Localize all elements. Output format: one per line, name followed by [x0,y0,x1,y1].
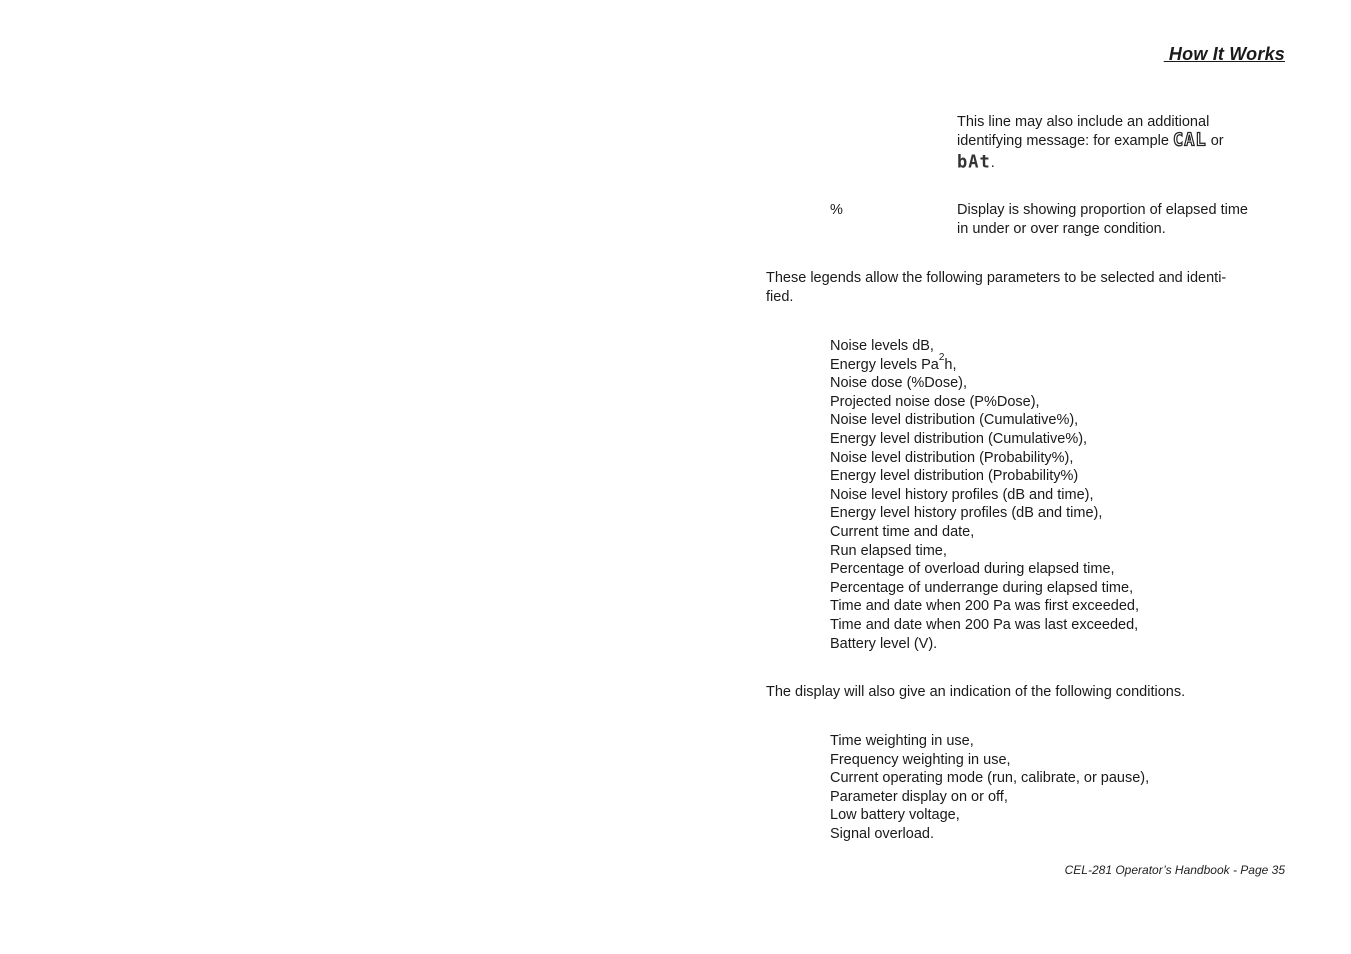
list-item: Percentage of overload during elapsed time, [830,561,1115,578]
conditions-intro: The display will also give an indication of the following conditions. [766,684,1186,700]
list-item: Time weighting in use, [830,733,974,749]
list-item: Noise level distribution (Probability%), [830,449,1074,466]
percent-symbol: % [830,202,843,218]
lcd-cal-glyph: CAL [1173,129,1207,151]
list-item: Parameter display on or off, [830,788,1008,805]
energy-levels-label: Energy levels Pa [830,356,939,373]
legends-intro-line1: These legends allow the following parameters to be selected and identi- [766,270,1227,286]
list-item: Energy level distribution (Cumulative%), [830,430,1088,447]
percent-description-line2: in under or over range condition. [957,221,1166,237]
list-item: Frequency weighting in use, [830,751,1011,768]
parameter-list [830,337,1139,653]
page-title: How It Works [1163,44,1285,64]
percent-description [957,201,1248,239]
list-item: Noise level history profiles (dB and time), [830,486,1094,503]
list-item [830,351,1139,375]
conditions-list [830,732,1149,844]
energy-levels-suffix: h, [944,356,957,373]
page-footer: CEL-281 Operator’s Handbook - Page 35 [1064,863,1285,877]
cal-note-line2 [957,129,1224,151]
cal-note-or: or [1206,133,1224,149]
cal-note-line3 [957,151,1224,173]
list-item: Noise level distribution (Cumulative%), [830,412,1079,429]
list-item: Battery level (V). [830,635,938,652]
list-item: Time and date when 200 Pa was last exceeded, [830,616,1139,633]
list-item: Energy level history profiles (dB and time), [830,505,1103,522]
cal-note-period: . [990,155,995,171]
list-item: Current operating mode (run, calibrate, or pause), [830,770,1150,787]
list-item: Time and date when 200 Pa was first exceeded, [830,598,1139,615]
list-item: Signal overload. [830,825,934,842]
cal-note-prefix: identifying message: for example [957,133,1173,149]
list-item: Percentage of underrange during elapsed time, [830,579,1134,596]
list-item: Noise dose (%Dose), [830,375,967,392]
lcd-bat-glyph: bAt [957,151,991,173]
list-item: Low battery voltage, [830,807,960,824]
list-item: Noise levels dB, [830,338,934,354]
list-item: Current time and date, [830,523,975,540]
legends-intro [766,269,1226,307]
superscript-two: 2 [938,351,945,363]
legends-intro-line2: fied. [766,289,794,305]
cal-note [957,113,1224,173]
cal-note-line1: This line may also include an additional [957,114,1210,130]
list-item: Energy level distribution (Probability%) [830,468,1079,485]
list-item: Run elapsed time, [830,542,947,559]
percent-description-line1: Display is showing proportion of elapsed time [957,202,1248,218]
list-item: Projected noise dose (P%Dose), [830,393,1040,410]
